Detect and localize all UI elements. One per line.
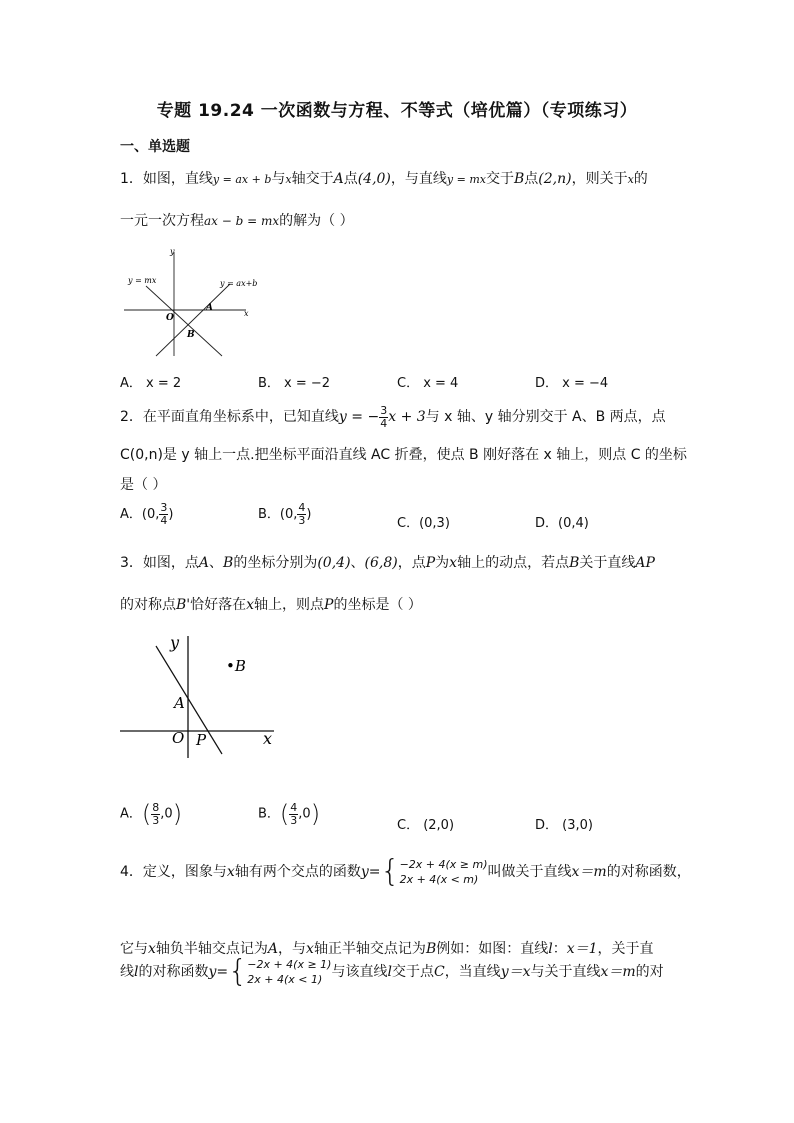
q4-l: l — [548, 941, 553, 957]
q1-option-b[interactable]: B． x = −2 — [258, 376, 331, 391]
q1-fig-label-x: x — [244, 309, 249, 318]
right-paren: ) — [310, 800, 321, 828]
option-text: ) — [306, 507, 312, 522]
q3-text: 为 — [435, 555, 450, 571]
left-paren: ( — [141, 800, 152, 828]
q3-text: 的坐标是（ ） — [333, 597, 422, 613]
q4-eq-sign: = — [368, 864, 381, 880]
fraction-denominator: 3 — [152, 813, 160, 827]
q2-option-b[interactable] — [258, 502, 311, 527]
q3-line-ap — [156, 646, 222, 754]
q2-text: 2．在平面直角坐标系中，已知直线 — [120, 409, 339, 425]
q1-text: 交于 — [485, 171, 514, 187]
option-text: B． — [258, 806, 280, 822]
q3-text: ，点 — [397, 555, 426, 571]
q1-text: 与 — [271, 171, 286, 187]
q4-x: x — [226, 864, 235, 880]
q3-P: P — [425, 555, 436, 571]
q1-B: B — [513, 171, 525, 187]
option-text: ,0 — [298, 806, 311, 822]
q4-y: y — [208, 964, 217, 980]
q3-line2 — [120, 594, 422, 614]
q3-text: 的对称点 — [120, 597, 176, 613]
q1-text: ，则关于 — [571, 171, 628, 187]
q4-text: ，与 — [278, 941, 307, 957]
q2-line3: 是（ ） — [120, 477, 167, 493]
q2-text: 与 x 轴、y 轴分别交于 A、B 两点，点 — [425, 409, 666, 425]
q3-text: 、 — [350, 555, 365, 571]
q3-pointA: (0,4) — [317, 555, 351, 571]
option-text: ,0 — [160, 806, 173, 822]
q4-xm: x＝m — [571, 864, 607, 880]
q3-option-b[interactable] — [258, 800, 320, 828]
q1-text: 点 — [524, 171, 539, 187]
fraction-numerator: 4 — [298, 501, 306, 514]
q4-text: 4．定义，图象与 — [120, 864, 227, 880]
option-text: ) — [168, 507, 174, 522]
q4-piecewise-example — [247, 957, 331, 987]
q4-eq-sign: = — [216, 964, 229, 980]
fraction-numerator: 3 — [380, 403, 388, 417]
q4-text: ，当直线 — [444, 964, 501, 980]
q3-text: 关于直线 — [579, 555, 636, 571]
q4-x: x — [306, 941, 314, 957]
q1-text: 点 — [343, 171, 358, 187]
q4-line1 — [120, 852, 691, 892]
q3-option-d[interactable]: D． (3,0) — [535, 818, 593, 833]
q1-text: 的 — [633, 171, 648, 187]
q3-Bprime: B' — [176, 597, 191, 613]
q3-B: B — [223, 555, 234, 571]
q3-x: x — [246, 597, 255, 613]
q1-fig-label-y: y — [170, 247, 175, 256]
q1-fig-label-mx: y = mx — [128, 276, 157, 285]
q4-text: 与该直线 — [331, 964, 388, 980]
q1-line1 — [120, 168, 648, 188]
q4-text: 与关于直线 — [530, 964, 601, 980]
q1-option-a[interactable]: A． x = 2 — [120, 376, 182, 391]
q2-eq-sign: = − — [346, 409, 380, 425]
q3-fig-label-a: A — [174, 694, 185, 712]
q1-text: 轴交于 — [291, 171, 334, 187]
q1-text: 1．如图，直线 — [120, 171, 213, 187]
q3-fig-label-b: •B — [226, 657, 246, 675]
q3-option-c[interactable]: C． (2,0) — [397, 818, 455, 833]
option-fraction — [151, 802, 160, 827]
q4-text: 的对称函数 — [138, 964, 209, 980]
q1-text: 的解为（ ） — [279, 213, 354, 229]
q4-text: 的对 — [635, 964, 664, 980]
fraction-denominator: 4 — [380, 416, 388, 430]
q4-text: 轴正半轴交点记为 — [313, 941, 426, 957]
q1-text: 一元一次方程 — [120, 213, 204, 229]
q1-text: ，与直线 — [390, 171, 447, 187]
q3-text: 、 — [209, 555, 224, 571]
q4-x1: x＝1 — [566, 941, 598, 957]
q4-text: 轴有两个交点的函数 — [234, 864, 361, 880]
q3-fig-label-y: y — [170, 633, 180, 652]
q2-option-c[interactable]: C．(0,3) — [397, 516, 450, 531]
q4-l: l — [387, 964, 392, 980]
q1-fig-label-a: A — [206, 303, 213, 313]
q1-line2 — [120, 210, 354, 230]
q4-y: y — [360, 864, 369, 880]
q1-pointA: (4,0) — [357, 171, 391, 187]
q3-text: 3．如图，点 — [120, 555, 199, 571]
q3-text: 的坐标分别为 — [233, 555, 318, 571]
piecewise-case: 2x + 4(x < m) — [399, 873, 479, 886]
q3-text: 轴上的动点，若点 — [457, 555, 570, 571]
q3-B: B — [569, 555, 580, 571]
q2-eq-rest: x + 3 — [388, 409, 426, 425]
q3-option-a[interactable] — [120, 800, 182, 828]
q3-figure — [118, 630, 282, 762]
q1-eq3: ax − b = mx — [204, 214, 280, 228]
q2-option-d[interactable]: D．(0,4) — [535, 516, 589, 531]
left-brace: { — [228, 954, 248, 989]
fraction-denominator: 3 — [290, 813, 298, 827]
q4-text: 交于点 — [391, 964, 434, 980]
option-text: B．(0, — [258, 507, 298, 522]
q1-option-d[interactable]: D． x = −4 — [535, 376, 609, 391]
q4-x: x — [148, 941, 156, 957]
fraction-numerator: 4 — [290, 800, 298, 814]
q1-option-c[interactable]: C． x = 4 — [397, 376, 459, 391]
q1-A: A — [333, 171, 344, 187]
fraction-numerator: 3 — [160, 501, 168, 514]
section-heading: 一、单选题 — [120, 139, 190, 155]
q2-line2: C(0,n)是 y 轴上一点.把坐标平面沿直线 AC 折叠，使点 B 刚好落在 x 轴上，则点 C 的坐标 — [120, 447, 687, 463]
q3-x: x — [449, 555, 458, 571]
left-paren: ( — [279, 800, 290, 828]
q1-fig-label-ax: y = ax+b — [220, 279, 258, 288]
q4-yx: y＝x — [500, 964, 531, 980]
q1-x: x — [627, 173, 634, 186]
q4-A: A — [267, 941, 279, 957]
q4-xm: x＝m — [600, 964, 636, 980]
q4-text: 它与 — [120, 941, 148, 957]
q4-piecewise-def — [400, 857, 488, 887]
q4-B: B — [425, 941, 437, 957]
fraction-denominator: 3 — [298, 514, 306, 527]
q4-text: 轴负半轴交点记为 — [155, 941, 268, 957]
right-paren: ) — [172, 800, 183, 828]
q3-A: A — [198, 555, 210, 571]
piecewise-case: −2x + 4(x ≥ m) — [399, 858, 488, 871]
piecewise-case: 2x + 4(x < 1) — [247, 973, 323, 986]
q3-text: 恰好落在 — [190, 597, 247, 613]
q3-text: 轴上，则点 — [254, 597, 325, 613]
q2-eq-y: y — [338, 409, 347, 425]
q3-line1 — [120, 552, 655, 572]
q4-l: l — [134, 964, 139, 980]
q3-P: P — [324, 597, 334, 613]
q4-line3 — [120, 952, 664, 992]
q4-text: 的对称函数， — [606, 864, 691, 880]
option-text: A．(0, — [120, 507, 160, 522]
q1-eq2: y = mx — [446, 173, 486, 186]
q1-x: x — [285, 173, 292, 186]
option-text: A． — [120, 806, 142, 822]
q1-figure — [120, 244, 260, 360]
q1-line-mx — [146, 286, 222, 356]
q2-line1 — [120, 397, 666, 437]
page-title: 专题 19.24 一次函数与方程、不等式（培优篇）（专项练习） — [156, 101, 638, 121]
q1-fig-label-b: B — [187, 330, 195, 340]
q3-pointB: (6,8) — [364, 555, 398, 571]
left-brace: { — [380, 854, 400, 889]
q3-fig-label-o: O — [172, 729, 185, 747]
q4-text: ，关于直 — [597, 941, 654, 957]
q1-eq1: y = ax + b — [212, 173, 272, 186]
q3-fig-label-x: x — [263, 729, 273, 748]
q3-AP: AP — [635, 555, 655, 571]
q3-fig-label-p: P — [196, 731, 207, 749]
option-fraction — [289, 802, 298, 827]
q1-pointB: (2,n) — [538, 171, 572, 187]
q2-eq-fraction — [379, 405, 388, 430]
q4-text: 线 — [120, 964, 134, 980]
q1-fig-label-o: O — [166, 313, 174, 323]
q4-text: 叫做关于直线 — [487, 864, 572, 880]
q4-text: ： — [552, 941, 567, 957]
q4-C: C — [433, 964, 445, 980]
piecewise-case: −2x + 4(x ≥ 1) — [247, 958, 332, 971]
fraction-numerator: 8 — [152, 800, 160, 814]
q2-option-a[interactable] — [120, 502, 173, 527]
fraction-denominator: 4 — [160, 514, 168, 527]
q4-text: 例如：如图：直线 — [436, 941, 549, 957]
